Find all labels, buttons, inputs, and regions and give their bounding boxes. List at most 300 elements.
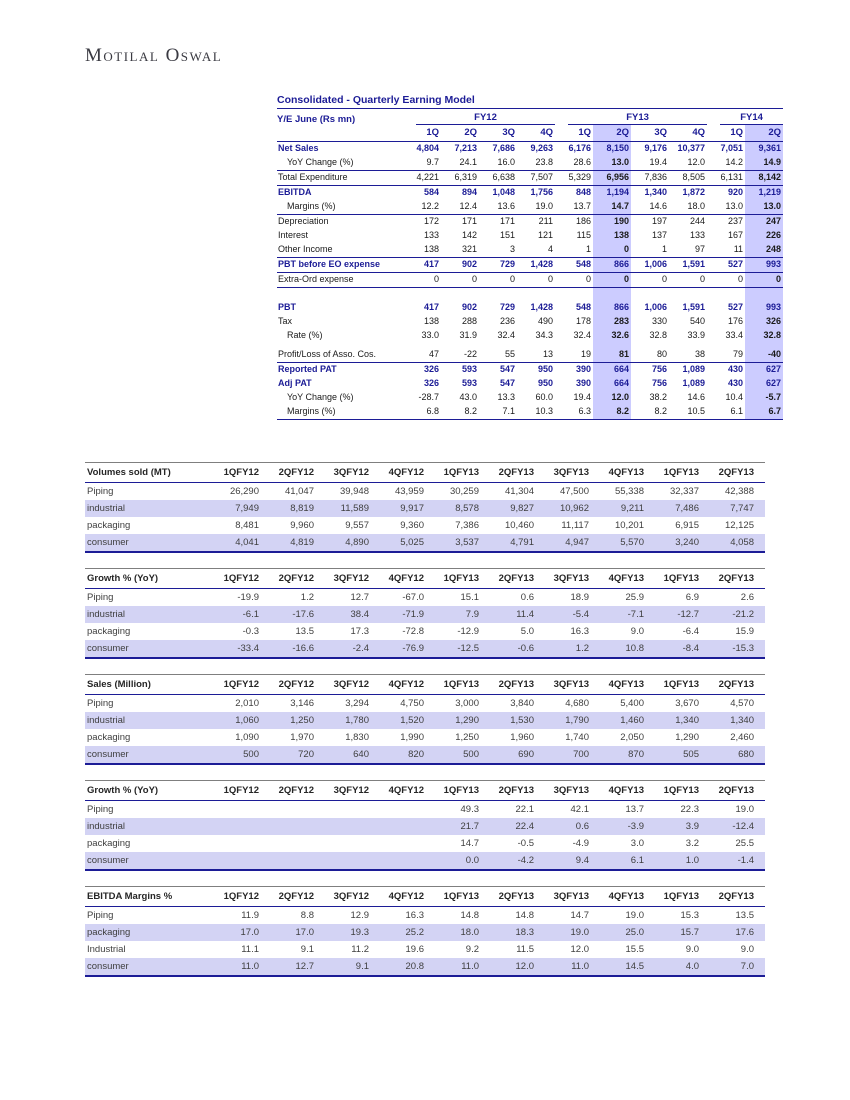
value-cell: 326 xyxy=(423,364,439,375)
row-label: Profit/Loss of Asso. Cos. xyxy=(277,348,403,363)
value-cell: 0.0 xyxy=(435,852,490,870)
value-cell: 1,090 xyxy=(235,732,259,743)
value-cell: 0 xyxy=(707,273,745,288)
spacer-cell xyxy=(631,288,669,302)
value-cell: 178 xyxy=(576,316,592,327)
row-label: consumer xyxy=(85,746,215,764)
column-header: 2QFY13 xyxy=(490,569,545,589)
value-cell: 993 xyxy=(745,301,783,315)
quarterly-earning-model-table xyxy=(277,109,783,420)
value-cell: 902 xyxy=(441,258,479,273)
value-cell: 993 xyxy=(745,258,783,273)
value-cell: -5.7 xyxy=(745,391,783,405)
value-cell: 22.4 xyxy=(490,818,545,835)
column-header: 3QFY13 xyxy=(545,887,600,907)
value-cell: 11,589 xyxy=(325,500,380,517)
value-cell: 866 xyxy=(593,301,631,315)
table-row xyxy=(85,852,765,870)
value-cell: 26,290 xyxy=(229,486,259,497)
value-cell: 12.0 xyxy=(570,944,589,955)
value-cell: 1,530 xyxy=(490,712,545,729)
value-cell: 22.1 xyxy=(515,804,534,815)
value-cell: 248 xyxy=(745,243,783,258)
value-cell: 870 xyxy=(600,746,655,764)
column-header: 1QFY12 xyxy=(215,569,270,589)
value-cell: 7,051 xyxy=(720,143,744,154)
value-cell: 1.2 xyxy=(545,640,600,658)
table-title: Sales (Million) xyxy=(85,675,215,695)
value-cell: 19.0 xyxy=(517,200,555,215)
segment-table xyxy=(85,886,765,977)
value-cell: 1,460 xyxy=(600,712,655,729)
value-cell xyxy=(215,852,270,870)
segment-table-2 xyxy=(85,568,765,659)
table-row xyxy=(85,534,765,552)
value-cell: 7.0 xyxy=(710,958,765,976)
table-row xyxy=(277,348,783,363)
value-cell: 25.5 xyxy=(735,838,754,849)
value-cell: 226 xyxy=(745,229,783,243)
value-cell: 12.9 xyxy=(350,910,369,921)
value-cell: 137 xyxy=(652,230,668,241)
value-cell: 6,638 xyxy=(479,171,517,186)
row-label: Industrial xyxy=(87,944,126,955)
table-row xyxy=(277,215,783,230)
value-cell: 4,947 xyxy=(545,534,600,552)
table-row xyxy=(277,391,783,405)
row-label: PBT before EO expense xyxy=(277,258,403,273)
value-cell: 13.5 xyxy=(735,910,754,921)
value-cell: 283 xyxy=(593,315,631,329)
fy-group-cell xyxy=(555,109,707,125)
column-header: 3QFY12 xyxy=(325,463,380,483)
value-cell: 9,360 xyxy=(400,520,424,531)
value-cell: 756 xyxy=(652,364,668,375)
value-cell: 7,949 xyxy=(215,500,270,517)
value-cell: 3.0 xyxy=(630,838,644,849)
value-cell: 19.4 xyxy=(573,392,592,403)
row-label: Extra-Ord expense xyxy=(277,273,403,288)
value-cell: 690 xyxy=(490,746,545,764)
value-cell: 3 xyxy=(479,243,517,258)
value-cell: 9.4 xyxy=(545,852,600,870)
column-header: 3QFY13 xyxy=(545,781,600,801)
value-cell: 8.2 xyxy=(593,405,631,420)
value-cell: -7.1 xyxy=(600,606,655,623)
value-cell: 4,058 xyxy=(710,534,765,552)
value-cell: 17.0 xyxy=(270,924,325,941)
value-cell: 7.1 xyxy=(479,405,517,420)
value-cell: 247 xyxy=(745,215,783,230)
value-cell: 10.5 xyxy=(669,405,707,420)
value-cell: 6.3 xyxy=(555,405,593,420)
column-header: 4QFY13 xyxy=(600,463,655,483)
value-cell: 4,819 xyxy=(270,534,325,552)
value-cell: 15.5 xyxy=(625,944,644,955)
value-cell: 12.4 xyxy=(441,200,479,215)
value-cell: 6.1 xyxy=(600,852,655,870)
value-cell: 8.2 xyxy=(631,405,669,420)
value-cell: 32.4 xyxy=(497,330,515,341)
value-cell: 6.9 xyxy=(685,592,699,603)
value-cell: 39,948 xyxy=(339,486,369,497)
segment-table-5 xyxy=(85,886,765,977)
value-cell: 32.6 xyxy=(593,329,631,343)
row-label: industrial xyxy=(85,818,215,835)
column-header: 1QFY13 xyxy=(655,569,710,589)
value-cell: 0 xyxy=(593,273,631,288)
value-cell: 1,990 xyxy=(400,732,424,743)
column-header: 3QFY12 xyxy=(325,569,380,589)
column-header: 2QFY13 xyxy=(710,569,765,589)
value-cell: 55,338 xyxy=(614,486,644,497)
value-cell: 2,050 xyxy=(620,732,644,743)
value-cell: 1 xyxy=(631,243,669,258)
value-cell: 527 xyxy=(707,258,745,273)
fy-group-label: FY12 xyxy=(416,113,555,125)
table-row xyxy=(85,924,765,941)
value-cell: 4,570 xyxy=(730,698,754,709)
value-cell: 13.6 xyxy=(479,200,517,215)
value-cell: 14.8 xyxy=(460,910,479,921)
value-cell: 1,780 xyxy=(325,712,380,729)
column-header: 2QFY13 xyxy=(490,675,545,695)
value-cell: 244 xyxy=(690,216,706,227)
value-cell: -0.3 xyxy=(242,626,259,637)
value-cell: 9,557 xyxy=(345,520,369,531)
value-cell: 4 xyxy=(517,243,555,258)
spacer-cell xyxy=(555,288,593,302)
spacer-cell xyxy=(479,288,517,302)
value-cell: 16.0 xyxy=(479,156,517,171)
value-cell: 6,319 xyxy=(441,171,479,186)
value-cell xyxy=(380,818,435,835)
table-row xyxy=(85,640,765,658)
value-cell: 0 xyxy=(669,273,707,288)
column-header: 4QFY13 xyxy=(600,781,655,801)
header-row xyxy=(85,887,765,907)
value-cell: 288 xyxy=(461,316,477,327)
column-header: 1QFY12 xyxy=(215,887,270,907)
column-header: 2QFY12 xyxy=(270,887,325,907)
value-cell: 0 xyxy=(745,273,783,288)
column-header: 1QFY13 xyxy=(435,781,490,801)
value-cell: 11.9 xyxy=(241,910,259,921)
table-row xyxy=(277,329,783,343)
value-cell: 0 xyxy=(555,273,593,288)
row-label: Interest xyxy=(278,230,309,241)
value-cell: 13.3 xyxy=(497,392,515,403)
value-cell: 14.7 xyxy=(570,910,589,921)
spacer-cell xyxy=(593,288,631,302)
quarter-header: 3Q xyxy=(631,125,669,142)
value-cell: 32.4 xyxy=(573,330,592,341)
header-row xyxy=(85,569,765,589)
value-cell: 6,176 xyxy=(568,143,592,154)
value-cell: 171 xyxy=(461,216,477,227)
value-cell: 13.0 xyxy=(707,200,745,215)
value-cell: 1,048 xyxy=(492,187,515,198)
value-cell: 1,428 xyxy=(530,302,554,313)
value-cell: -72.8 xyxy=(402,626,424,637)
value-cell: 10,201 xyxy=(614,520,644,531)
row-label: Net Sales xyxy=(278,143,319,154)
value-cell: 6,956 xyxy=(593,171,631,186)
quarter-header: 2Q xyxy=(745,125,783,142)
value-cell: 17.3 xyxy=(350,626,369,637)
table-row xyxy=(85,517,765,534)
value-cell: 43.0 xyxy=(459,392,477,403)
value-cell: 1,756 xyxy=(530,187,554,198)
value-cell: 4,680 xyxy=(565,698,589,709)
value-cell: 142 xyxy=(461,230,477,241)
value-cell: 133 xyxy=(690,230,706,241)
value-cell xyxy=(380,801,435,819)
row-label: consumer xyxy=(85,640,215,658)
value-cell: 627 xyxy=(745,377,783,391)
value-cell: 7,686 xyxy=(492,143,515,154)
row-label: industrial xyxy=(85,606,215,623)
value-cell: 21.7 xyxy=(435,818,490,835)
value-cell: 490 xyxy=(538,316,554,327)
column-header: 4QFY13 xyxy=(600,569,655,589)
row-label: packaging xyxy=(87,732,131,743)
value-cell: 3,840 xyxy=(510,698,534,709)
column-header: 4QFY12 xyxy=(380,781,435,801)
quarter-header-spacer xyxy=(277,125,403,142)
value-cell: 1,290 xyxy=(435,712,490,729)
column-header: 4QFY12 xyxy=(380,887,435,907)
value-cell: -21.2 xyxy=(710,606,765,623)
value-cell: 326 xyxy=(745,315,783,329)
column-header: 1QFY13 xyxy=(435,675,490,695)
value-cell: 9,827 xyxy=(490,500,545,517)
column-header: 1QFY13 xyxy=(655,675,710,695)
column-header: 3QFY13 xyxy=(545,463,600,483)
value-cell: 0 xyxy=(631,273,669,288)
quarter-header: 1Q xyxy=(707,125,745,142)
value-cell: -3.9 xyxy=(600,818,655,835)
table-row xyxy=(85,801,765,819)
table-row xyxy=(277,288,783,302)
value-cell: 12,125 xyxy=(724,520,754,531)
value-cell xyxy=(270,818,325,835)
table-title: EBITDA Margins % xyxy=(85,887,215,907)
value-cell: 894 xyxy=(461,187,477,198)
value-cell: 12.0 xyxy=(490,958,545,976)
value-cell: 430 xyxy=(728,378,744,389)
value-cell: 167 xyxy=(728,230,744,241)
value-cell xyxy=(215,835,270,852)
value-cell: 19.3 xyxy=(325,924,380,941)
value-cell: 18.3 xyxy=(490,924,545,941)
value-cell xyxy=(270,835,325,852)
value-cell: 1,970 xyxy=(290,732,314,743)
table-row xyxy=(277,243,783,258)
value-cell: 9,211 xyxy=(600,500,655,517)
table-row xyxy=(277,142,783,157)
table-row xyxy=(277,186,783,201)
value-cell: 417 xyxy=(403,258,441,273)
value-cell: -40 xyxy=(745,348,783,363)
value-cell: 15.1 xyxy=(460,592,479,603)
quarter-header: 4Q xyxy=(517,125,555,142)
segment-table-1 xyxy=(85,462,765,553)
column-header: 1QFY13 xyxy=(655,463,710,483)
value-cell: 13 xyxy=(517,348,555,363)
value-cell: 97 xyxy=(669,243,707,258)
value-cell: 43,959 xyxy=(394,486,424,497)
value-cell: 19.0 xyxy=(735,804,754,815)
value-cell: 80 xyxy=(631,348,669,363)
value-cell: 32,337 xyxy=(669,486,699,497)
value-cell: 1,520 xyxy=(380,712,435,729)
value-cell: 1,250 xyxy=(270,712,325,729)
value-cell: 11 xyxy=(707,243,745,258)
column-header: 2QFY12 xyxy=(270,569,325,589)
value-cell: 1,340 xyxy=(644,187,668,198)
fy-group-label: FY14 xyxy=(720,113,783,125)
value-cell: 186 xyxy=(576,216,592,227)
value-cell: 33.0 xyxy=(421,330,439,341)
value-cell: 8,505 xyxy=(669,171,707,186)
value-cell xyxy=(270,801,325,819)
value-cell: 19.0 xyxy=(545,924,600,941)
value-cell: 720 xyxy=(270,746,325,764)
value-cell xyxy=(270,852,325,870)
value-cell: 7.9 xyxy=(435,606,490,623)
table-row xyxy=(85,712,765,729)
value-cell: 32.8 xyxy=(649,330,668,341)
table-row xyxy=(277,200,783,215)
value-cell: 6.7 xyxy=(745,405,783,420)
row-label: YoY Change (%) xyxy=(287,392,354,403)
value-cell: -4.2 xyxy=(490,852,545,870)
spacer-cell xyxy=(277,288,403,302)
value-cell: 3,670 xyxy=(675,698,699,709)
value-cell: 756 xyxy=(652,378,668,389)
row-label: consumer xyxy=(85,958,215,976)
value-cell: 0 xyxy=(403,273,441,288)
value-cell: 9.0 xyxy=(630,626,644,637)
value-cell: -6.1 xyxy=(215,606,270,623)
table-row xyxy=(85,941,765,958)
value-cell: 176 xyxy=(728,316,744,327)
value-cell: 13.0 xyxy=(593,156,631,171)
row-label: Piping xyxy=(87,698,114,709)
value-cell: 13.7 xyxy=(625,804,644,815)
value-cell: 680 xyxy=(710,746,765,764)
value-cell: 133 xyxy=(423,230,439,241)
row-label: consumer xyxy=(85,534,215,552)
value-cell xyxy=(380,852,435,870)
value-cell: 1,740 xyxy=(565,732,589,743)
segment-tables xyxy=(85,462,765,992)
value-cell: 866 xyxy=(593,258,631,273)
value-cell: -22 xyxy=(441,348,479,363)
value-cell: 4,221 xyxy=(403,171,441,186)
value-cell: 16.3 xyxy=(405,910,424,921)
table-row xyxy=(277,301,783,315)
row-label: Piping xyxy=(87,910,114,921)
row-label: Depreciation xyxy=(278,216,329,227)
value-cell: 7,747 xyxy=(710,500,765,517)
value-cell: 25.9 xyxy=(625,592,644,603)
value-cell: 19.6 xyxy=(405,944,424,955)
row-label: Adj PAT xyxy=(278,378,312,389)
fy-group-label: FY13 xyxy=(568,113,707,125)
value-cell: -17.6 xyxy=(270,606,325,623)
value-cell: 7,507 xyxy=(517,171,555,186)
value-cell: -71.9 xyxy=(380,606,435,623)
value-cell: 33.9 xyxy=(687,330,706,341)
column-header: 3QFY13 xyxy=(545,675,600,695)
value-cell xyxy=(325,801,380,819)
value-cell: 664 xyxy=(593,363,631,378)
table-row xyxy=(277,229,783,243)
table-title: Growth % (YoY) xyxy=(85,781,215,801)
row-label: Other Income xyxy=(277,243,403,258)
value-cell: 11,117 xyxy=(561,520,589,531)
column-header: 4QFY12 xyxy=(380,569,435,589)
value-cell: -16.6 xyxy=(270,640,325,658)
value-cell: 79 xyxy=(707,348,745,363)
row-label: Rate (%) xyxy=(287,330,323,341)
value-cell: 430 xyxy=(728,364,744,375)
value-cell: 12.7 xyxy=(350,592,369,603)
value-cell: 4,804 xyxy=(416,143,439,154)
table-row xyxy=(85,746,765,764)
value-cell: 3.9 xyxy=(655,818,710,835)
value-cell: 5,329 xyxy=(555,171,593,186)
value-cell: 5,025 xyxy=(380,534,435,552)
value-cell: 10.4 xyxy=(725,392,744,403)
quarter-header: 1Q xyxy=(403,125,441,142)
value-cell: 1,250 xyxy=(455,732,479,743)
column-header: 2QFY13 xyxy=(490,887,545,907)
value-cell: 3,294 xyxy=(345,698,369,709)
value-cell: 500 xyxy=(215,746,270,764)
value-cell: 197 xyxy=(652,216,668,227)
value-cell: 0 xyxy=(441,273,479,288)
value-cell: 9.1 xyxy=(300,944,314,955)
value-cell: 330 xyxy=(652,316,668,327)
column-header: 3QFY12 xyxy=(325,675,380,695)
value-cell: 321 xyxy=(441,243,479,258)
value-cell: 527 xyxy=(728,302,744,313)
value-cell: 5.0 xyxy=(520,626,534,637)
row-label: EBITDA xyxy=(278,187,312,198)
value-cell: 60.0 xyxy=(535,392,554,403)
value-cell: 1,428 xyxy=(517,258,555,273)
value-cell: -0.5 xyxy=(517,838,534,849)
value-cell: 5,570 xyxy=(600,534,655,552)
value-cell: 820 xyxy=(380,746,435,764)
table-row xyxy=(85,589,765,607)
company-logo: Motilal Oswal xyxy=(85,45,223,66)
table-row xyxy=(277,156,783,171)
value-cell: 5,400 xyxy=(620,698,644,709)
value-cell: 1,089 xyxy=(682,364,706,375)
value-cell: 4,791 xyxy=(490,534,545,552)
table-row xyxy=(85,958,765,976)
value-cell: 11.0 xyxy=(215,958,270,976)
value-cell: -33.4 xyxy=(215,640,270,658)
value-cell: 4,041 xyxy=(215,534,270,552)
row-label: Piping xyxy=(87,486,114,497)
value-cell: 10.8 xyxy=(600,640,655,658)
value-cell: 390 xyxy=(576,378,592,389)
